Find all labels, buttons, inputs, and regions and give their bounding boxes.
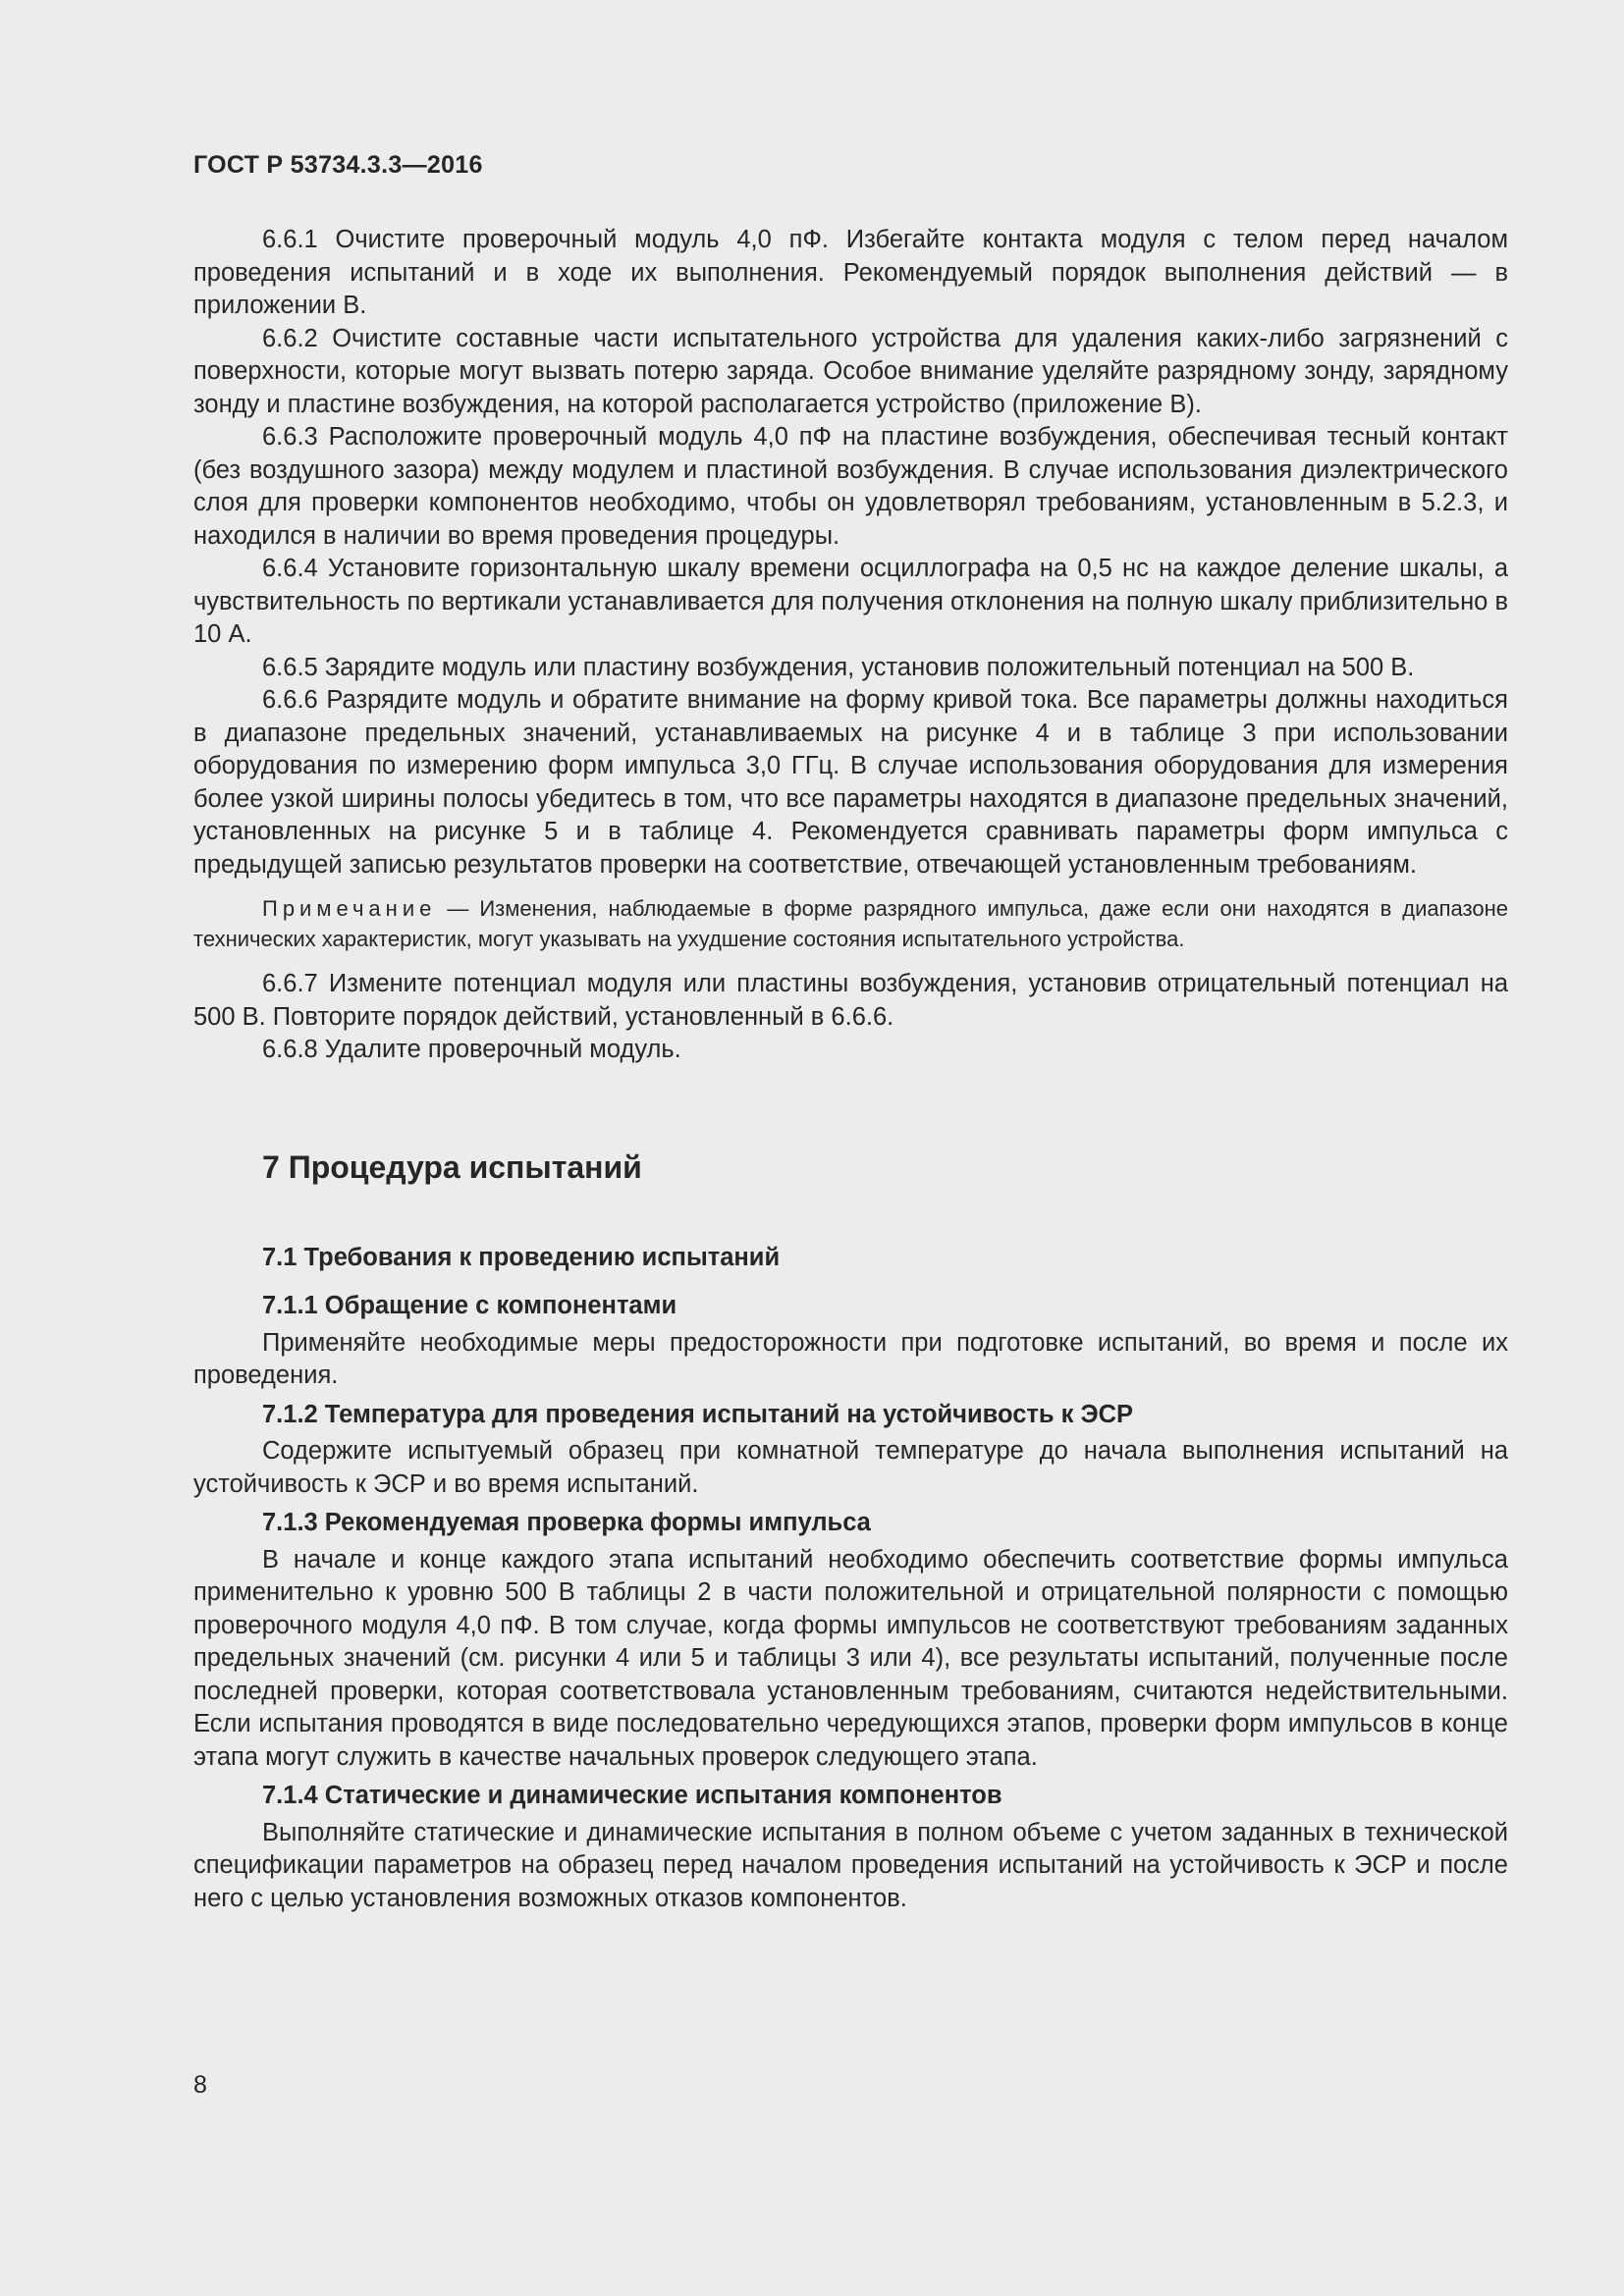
note: [193, 893, 1508, 954]
paragraph-6-6-1: 6.6.1 Очистите проверочный модуль 4,0 пФ. Избегайте контакта модуля с телом перед началом проведения испытаний и в ходе их выполнения. Рекомендуемый порядок выполнения действий — в приложении В.: [193, 226, 1508, 319]
paragraph-6-6-5: 6.6.5 Зарядите модуль или пластину возбуждения, установив положительный потенциал на 500 В.: [262, 653, 1415, 681]
section-7-1-2-title: 7.1.2 Температура для проведения испытаний на устойчивость к ЭСР: [262, 1400, 1134, 1428]
paragraph-6-6-3: 6.6.3 Расположите проверочный модуль 4,0 пФ на пластине возбуждения, обеспечивая тесный контакт (без воздушного зазора) между модулем и пластиной возбуждения. В случае использования диэлектрического слоя для проверки компонентов необходимо, чтобы он удовлетворял требованиям, установленным в 5.2.3, и находился в наличии во время проведения процедуры.: [193, 423, 1508, 550]
note-text: — Изменения, наблюдаемые в форме разрядного импульса, даже если они находятся в диапазоне технических характеристик, могут указывать на ухудшение состояния испытательного устройства.: [193, 896, 1508, 951]
section-7-1-4-title: 7.1.4 Статические и динамические испытания компонентов: [262, 1782, 1002, 1809]
section-7-1-4-text: Выполняйте статические и динамические испытания в полном объеме с учетом заданных в технической спецификации параметров на образец перед началом проведения испытаний на устойчивость к ЭСР и после него с целью установления возможных отказов компонентов.: [193, 1818, 1508, 1912]
paragraph-6-6-8: 6.6.8 Удалите проверочный модуль.: [262, 1036, 681, 1063]
page-number: 8: [193, 2071, 207, 2099]
section-7-1-2-text: Содержите испытуемый образец при комнатной температуре до начала выполнения испытаний на устойчивость к ЭСР и во время испытаний.: [193, 1437, 1508, 1498]
paragraph-6-6-6: 6.6.6 Разрядите модуль и обратите внимание на форму кривой тока. Все параметры должны находиться в диапазоне предельных значений, устанавливаемых на рисунке 4 и в таблице 3 при использовании оборудования по измерению форм импульса 3,0 ГГц. В случае использования оборудования для измерения более узкой ширины полосы убедитесь в том, что все параметры находятся в диапазоне предельных значений, установленных на рисунке 5 и в таблице 4. Рекомендуется сравнивать параметры форм импульса с предыдущей записью результатов проверки на соответствие, отвечающей установленным требованиям.: [193, 686, 1508, 879]
section-7-1-3-text: В начале и конце каждого этапа испытаний необходимо обеспечить соответствие формы импульса применительно к уровню 500 В таблицы 2 в части положительной и отрицательной полярности с помощью проверочного модуля 4,0 пФ. В том случае, когда формы импульсов не соответствуют требованиям заданных предельных значений (см. рисунки 4 или 5 и таблицы 3 или 4), все результаты испытаний, полученные после последней проверки, которая соответствовала установленным требованиям, считаются недействительными. Если испытания проводятся в виде последовательно чередующихся этапов, проверки форм импульсов в конце этапа могут служить в качестве начальных проверок следующего этапа.: [193, 1545, 1508, 1771]
section-7-1-1-title: 7.1.1 Обращение с компонентами: [262, 1292, 677, 1319]
section-7-title: 7 Процедура испытаний: [262, 1148, 642, 1185]
section-7-1-3-title: 7.1.3 Рекомендуемая проверка формы импульса: [262, 1509, 871, 1536]
note-label: Примечание: [262, 896, 437, 921]
section-7-1-1-text: Применяйте необходимые меры предосторожности при подготовке испытаний, во время и после их проведения.: [193, 1328, 1508, 1389]
document-header: ГОСТ Р 53734.3.3—2016: [193, 151, 483, 179]
section-7-1-title: 7.1 Требования к проведению испытаний: [262, 1243, 781, 1271]
paragraph-6-6-4: 6.6.4 Установите горизонтальную шкалу времени осциллографа на 0,5 нс на каждое деление шкалы, а чувствительность по вертикали устанавливается для получения отклонения на полную шкалу приблизительно в 10 А.: [193, 555, 1508, 648]
paragraph-6-6-2: 6.6.2 Очистите составные части испытательного устройства для удаления каких-либо загрязнений с поверхности, которые могут вызвать потерю заряда. Особое внимание уделяйте разрядному зонду, зарядному зонду и пластине возбуждения, на которой располагается устройство (приложение В).: [193, 324, 1508, 418]
document-body: [193, 224, 1508, 1915]
paragraph-6-6-7: 6.6.7 Измените потенциал модуля или пластины возбуждения, установив отрицательный потенциал на 500 В. Повторите порядок действий, установленный в 6.6.6.: [193, 970, 1508, 1031]
